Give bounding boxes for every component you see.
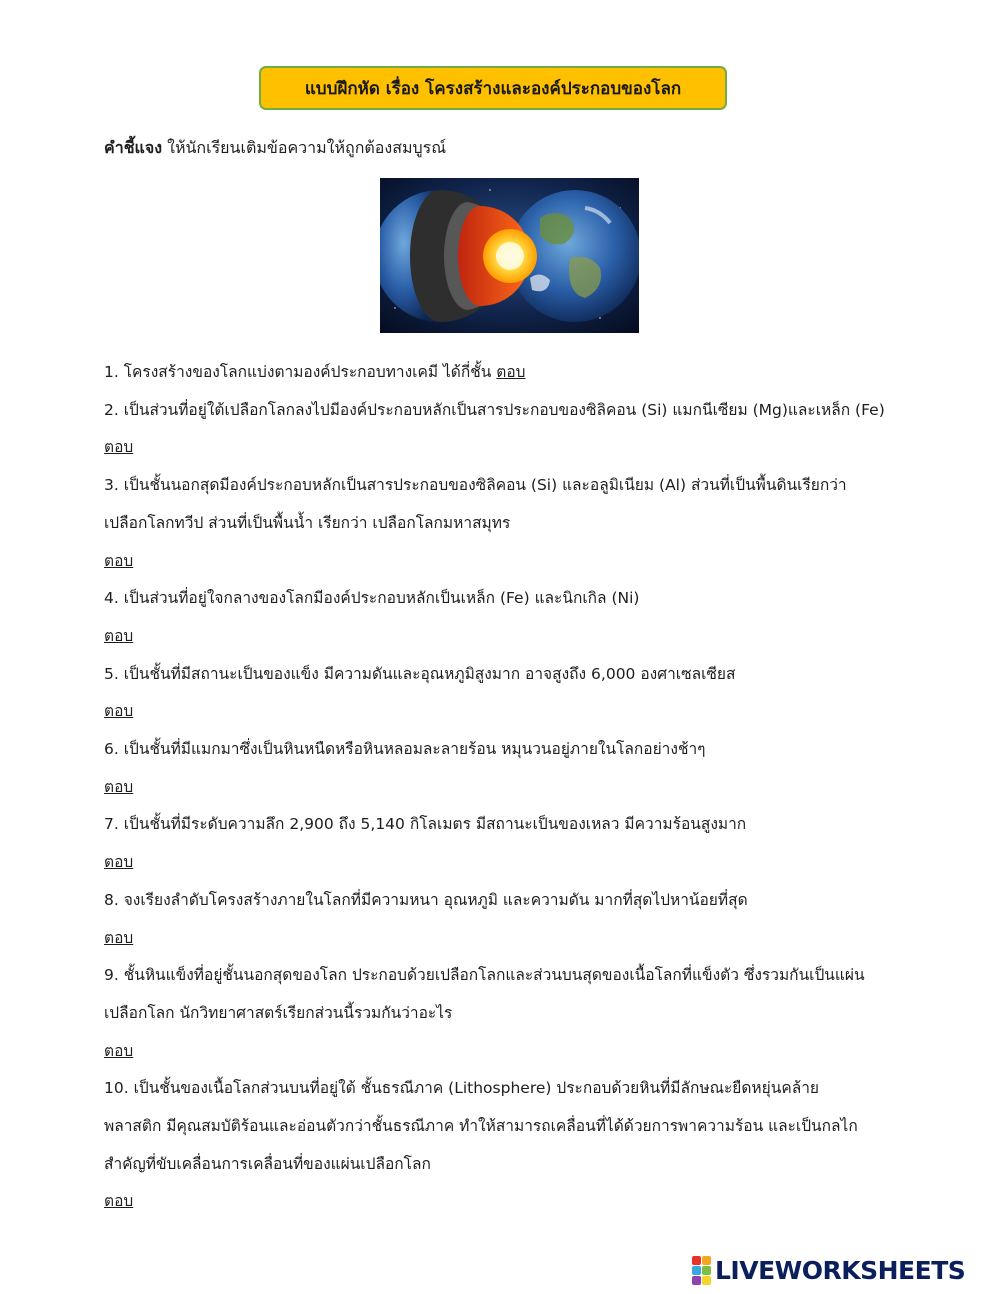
question-2-line-1: 2. เป็นส่วนที่อยู่ใต้เปลือกโลกลงไปมีองค์ประกอบหลักเป็นสารประกอบของซิลิคอน (Si) แมกนีเซียม (Mg)และเหล็ก (Fe) (104, 401, 885, 419)
question-9-line-2: เปลือกโลก นักวิทยาศาสตร์เรียกส่วนนี้รวมกันว่าอะไร (104, 1004, 453, 1022)
worksheet-title (259, 66, 727, 110)
logo-mark-icon (692, 1256, 711, 1285)
liveworksheets-logo (692, 1255, 965, 1285)
answer-label-10[interactable]: ตอบ (104, 1192, 134, 1210)
earth-layers-image (380, 178, 639, 333)
question-5-line-1: 5. เป็นชั้นที่มีสถานะเป็นของแข็ง มีความดันและอุณหภูมิสูงมาก อาจสูงถึง 6,000 องศาเซลเซียส (104, 665, 736, 683)
answer-label-4[interactable]: ตอบ (104, 627, 134, 645)
answer-label[interactable]: ตอบ (496, 363, 526, 381)
question-6-line-1: 6. เป็นชั้นที่มีแมกมาซึ่งเป็นหินหนืดหรือหินหลอมละลายร้อน หมุนวนอยู่ภายในโลกอย่างช้าๆ (104, 740, 706, 758)
answer-label-2[interactable]: ตอบ (104, 438, 134, 456)
answer-label-9[interactable]: ตอบ (104, 1042, 134, 1060)
answer-label-5[interactable]: ตอบ (104, 702, 134, 720)
question-9-line-1: 9. ชั้นหินแข็งที่อยู่ชั้นนอกสุดของโลก ประกอบด้วยเปลือกโลกและส่วนบนสุดของเนื้อโลกที่แข็งตัว ซึ่งรวมกันเป็นแผ่น (104, 966, 865, 984)
logo-text: LIVEWORKSHEETS (715, 1255, 966, 1285)
answer-label-3[interactable]: ตอบ (104, 552, 134, 570)
answer-label-8[interactable]: ตอบ (104, 929, 134, 947)
question-3-line-2: เปลือกโลกทวีป ส่วนที่เป็นพื้นน้ำ เรียกว่า เปลือกโลกมหาสมุทร (104, 514, 511, 532)
question-1-line-1 (104, 362, 526, 382)
answer-label-6[interactable]: ตอบ (104, 778, 134, 796)
answer-label-7[interactable]: ตอบ (104, 853, 134, 871)
question-3-line-1: 3. เป็นชั้นนอกสุดมีองค์ประกอบหลักเป็นสารประกอบของซิลิคอน (Si) และอลูมิเนียม (Al) ส่วนที่เป็นพื้นดินเรียกว่า (104, 476, 847, 494)
instruction-label: คำชี้แจง (104, 138, 163, 157)
instruction-text: ให้นักเรียนเติมข้อความให้ถูกต้องสมบูรณ์ (162, 138, 447, 157)
question-8-line-1: 8. จงเรียงลำดับโครงสร้างภายในโลกที่มีความหนา อุณหภูมิ และความดัน มากที่สุดไปหาน้อยที่สุด (104, 891, 748, 909)
question-10-line-3: สำคัญที่ขับเคลื่อนการเคลื่อนที่ของแผ่นเปลือกโลก (104, 1155, 431, 1173)
question-text: 1. โครงสร้างของโลกแบ่งตามองค์ประกอบทางเคมี ได้กี่ชั้น (104, 363, 497, 381)
question-10-line-1: 10. เป็นชั้นของเนื้อโลกส่วนบนที่อยู่ใต้ ชั้นธรณีภาค (Lithosphere) ประกอบด้วยหินที่มีลักษณะยืดหยุ่นคล้าย (104, 1079, 819, 1097)
question-10-line-2: พลาสติก มีคุณสมบัติร้อนและอ่อนตัวกว่าชั้นธรณีภาค ทำให้สามารถเคลื่อนที่ได้ด้วยการพาความร้อน และเป็นกลไก (104, 1117, 858, 1135)
question-4-line-1: 4. เป็นส่วนที่อยู่ใจกลางของโลกมีองค์ประกอบหลักเป็นเหล็ก (Fe) และนิกเกิล (Ni) (104, 589, 640, 607)
question-7-line-1: 7. เป็นชั้นที่มีระดับความลึก 2,900 ถึง 5,140 กิโลเมตร มีสถานะเป็นของเหลว มีความร้อนสูงมาก (104, 815, 747, 833)
instruction (104, 136, 446, 161)
worksheet-title-text: แบบฝึกหัด เรื่อง โครงสร้างและองค์ประกอบของโลก (304, 78, 682, 99)
